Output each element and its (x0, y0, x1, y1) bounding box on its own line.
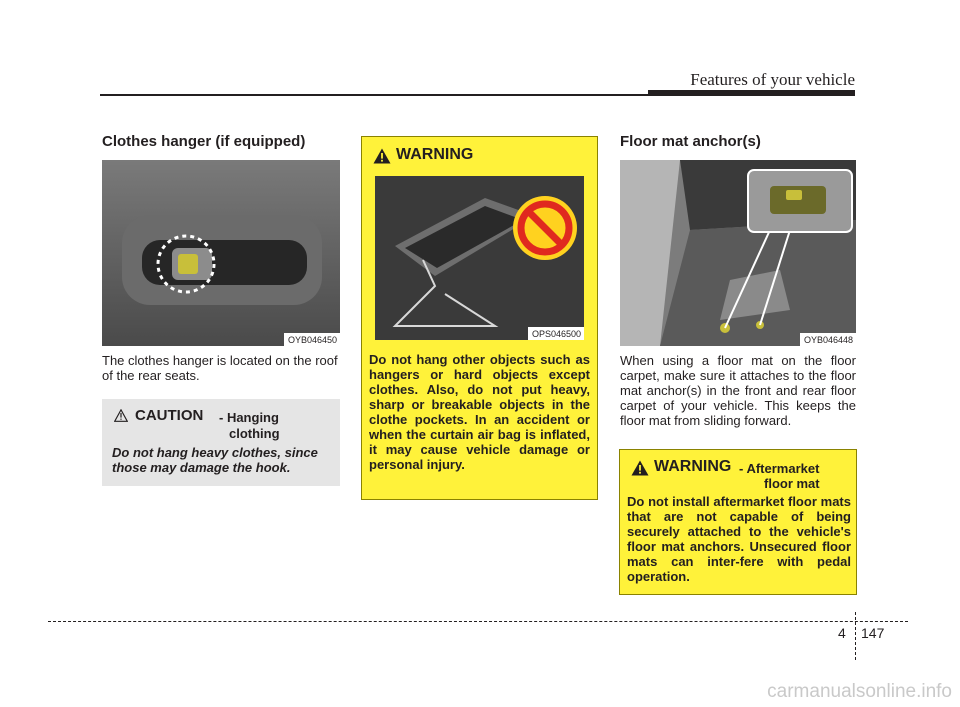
caution-subtitle: - Hanging (219, 410, 279, 425)
aftermarket-warning-title: WARNING (654, 458, 732, 475)
image-code-label: OPS046500 (528, 327, 584, 340)
warning-box (361, 136, 598, 500)
aftermarket-warning-subtitle: - Aftermarket (739, 461, 820, 476)
footer-dashed-rule (48, 621, 908, 622)
caution-subtitle-line2: clothing (229, 426, 280, 441)
warning-title: WARNING (396, 146, 474, 163)
chapter-number: 4 (838, 625, 846, 641)
caution-title: CAUTION (135, 407, 204, 424)
floor-mat-heading: Floor mat anchor(s) (620, 133, 761, 150)
warning-icon (373, 148, 391, 169)
aftermarket-warning-box (619, 449, 857, 595)
aftermarket-warning-subtitle-line2: floor mat (764, 476, 820, 491)
floor-mat-description: When using a floor mat on the floor carpet, make sure it attaches to the floor mat anchor(s) in the front and rear floor carpet of your vehicle. This keeps the floor mat from sliding forward. (620, 353, 856, 428)
floor-mat-photo (620, 160, 856, 346)
image-code-label: OYB046448 (800, 333, 856, 346)
hanger-warning-photo (375, 176, 584, 340)
aftermarket-warning-text: Do not install aftermarket floor mats that are not capable of being securely attached to the vehicle's floor mat anchors. Unsecured floor mats can inter-fere with pedal operation. (627, 494, 851, 584)
clothes-hanger-photo (102, 160, 340, 346)
watermark: carmanualsonline.info (767, 681, 952, 702)
warning-icon (631, 460, 649, 481)
caution-text: Do not hang heavy clothes, since those may damage the hook. (112, 445, 318, 475)
clothes-hanger-heading: Clothes hanger (if equipped) (102, 133, 306, 150)
clothes-hanger-description: The clothes hanger is located on the roof of the rear seats. (102, 353, 338, 383)
caution-box (102, 399, 340, 486)
image-code-label: OYB046450 (284, 333, 340, 346)
page-number: 147 (861, 625, 885, 641)
caution-icon (114, 409, 128, 427)
section-title: Features of your vehicle (690, 70, 855, 89)
footer-page-divider (855, 612, 856, 660)
warning-text: Do not hang other objects such as hangers or hard objects except clothes. Also, do not put heavy, sharp or breakable objects in the clothe pockets. In an accident or when the curtain air bag is inflated, it may cause vehicle damage or personal injury. (369, 352, 590, 472)
header-rule-accent (648, 90, 855, 96)
